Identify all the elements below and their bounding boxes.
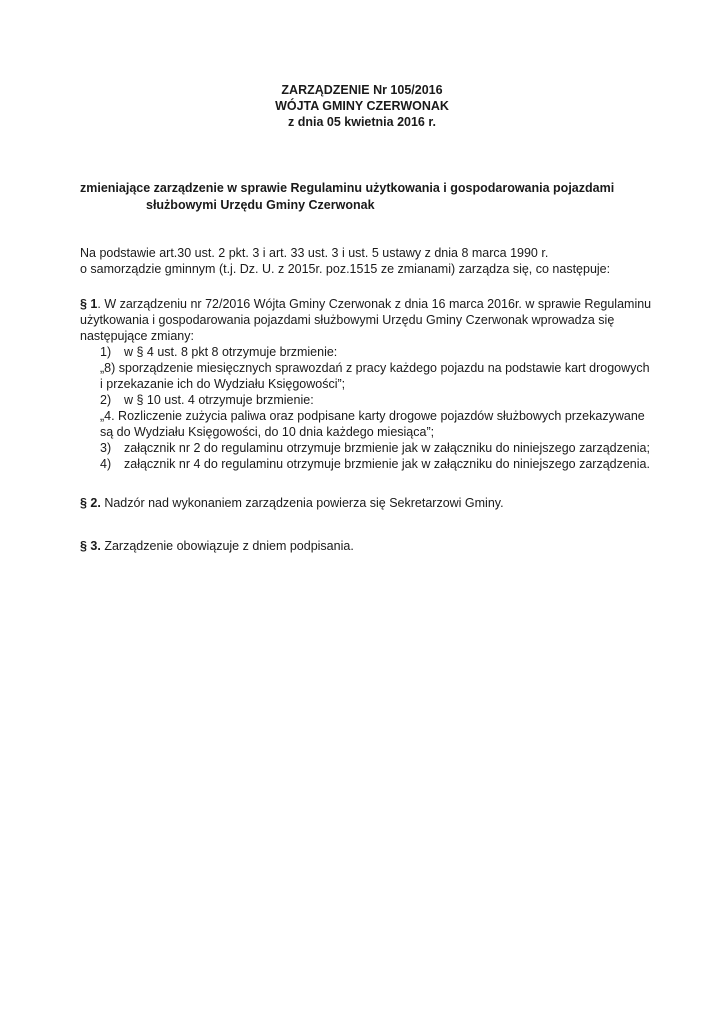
section-1-mark: § 1	[80, 297, 98, 311]
list-item	[80, 392, 680, 408]
section-2-paragraph	[80, 495, 680, 511]
list-item-number: 1)	[100, 345, 112, 359]
section-1-intro-line-1: . W zarządzeniu nr 72/2016 Wójta Gminy Czerwonak z dnia 16 marca 2016r. w sprawie Regulaminu	[97, 297, 652, 311]
list-item-number: 2)	[100, 393, 112, 407]
basis-line-2: o samorządzie gminnym (t.j. Dz. U. z 2015r. poz.1515 ze zmianami) zarządza się, co następuje:	[80, 262, 611, 276]
header-date: z dnia 05 kwietnia 2016 r.	[288, 115, 436, 129]
list-item-text: załącznik nr 2 do regulaminu otrzymuje brzmienie jak w załączniku do niniejszego zarządzenia;	[124, 441, 650, 455]
list-item	[80, 456, 680, 472]
list-item-text: w § 4 ust. 8 pkt 8 otrzymuje brzmienie:	[124, 345, 338, 359]
quote-line: są do Wydziału Księgowości, do 10 dnia każdego miesiąca”;	[100, 425, 435, 439]
document-subject	[80, 180, 670, 214]
quote-line: i przekazanie ich do Wydziału Księgowości”;	[100, 377, 346, 391]
subject-line-1: zmieniające zarządzenie w sprawie Regulaminu użytkowania i gospodarowania pojazdami	[80, 181, 615, 195]
list-item	[80, 344, 680, 360]
basis-line-1: Na podstawie art.30 ust. 2 pkt. 3 i art. 33 ust. 3 i ust. 5 ustawy z dnia 8 marca 1990 r.	[80, 246, 549, 260]
section-1-intro	[80, 296, 680, 312]
section-1-intro-line-3: następujące zmiany:	[80, 329, 194, 343]
section-1-intro-line-2: użytkowania i gospodarowania pojazdami służbowymi Urzędu Gminy Czerwonak wprowadza się	[80, 313, 615, 327]
section-2-text: Nadzór nad wykonaniem zarządzenia powierza się Sekretarzowi Gminy.	[100, 496, 504, 510]
section-1	[80, 296, 680, 472]
subject-line-2: służbowymi Urzędu Gminy Czerwonak	[146, 198, 375, 212]
section-3-text: Zarządzenie obowiązuje z dniem podpisania.	[100, 539, 354, 553]
section-3	[80, 538, 680, 554]
quote-line: „4. Rozliczenie zużycia paliwa oraz podpisane karty drogowe pojazdów służbowych przekazywane	[100, 409, 645, 423]
list-item	[80, 440, 680, 456]
list-item-number: 3)	[100, 441, 112, 455]
quote-line: „8) sporządzenie miesięcznych sprawozdań z pracy każdego pojazdu na podstawie kart drogowych	[100, 361, 650, 375]
list-item-number: 4)	[100, 457, 112, 471]
section-3-mark: § 3.	[80, 539, 101, 553]
header-issuer: WÓJTA GMINY CZERWONAK	[275, 99, 449, 113]
list-item-text: załącznik nr 4 do regulaminu otrzymuje brzmienie jak w załączniku do niniejszego zarządzenia.	[124, 457, 650, 471]
list-item-text: w § 10 ust. 4 otrzymuje brzmienie:	[124, 393, 314, 407]
section-2-mark: § 2.	[80, 496, 101, 510]
document-header	[0, 82, 724, 130]
section-3-paragraph	[80, 538, 680, 554]
section-2	[80, 495, 680, 511]
header-title: ZARZĄDZENIE Nr 105/2016	[281, 83, 443, 97]
legal-basis	[80, 245, 680, 277]
